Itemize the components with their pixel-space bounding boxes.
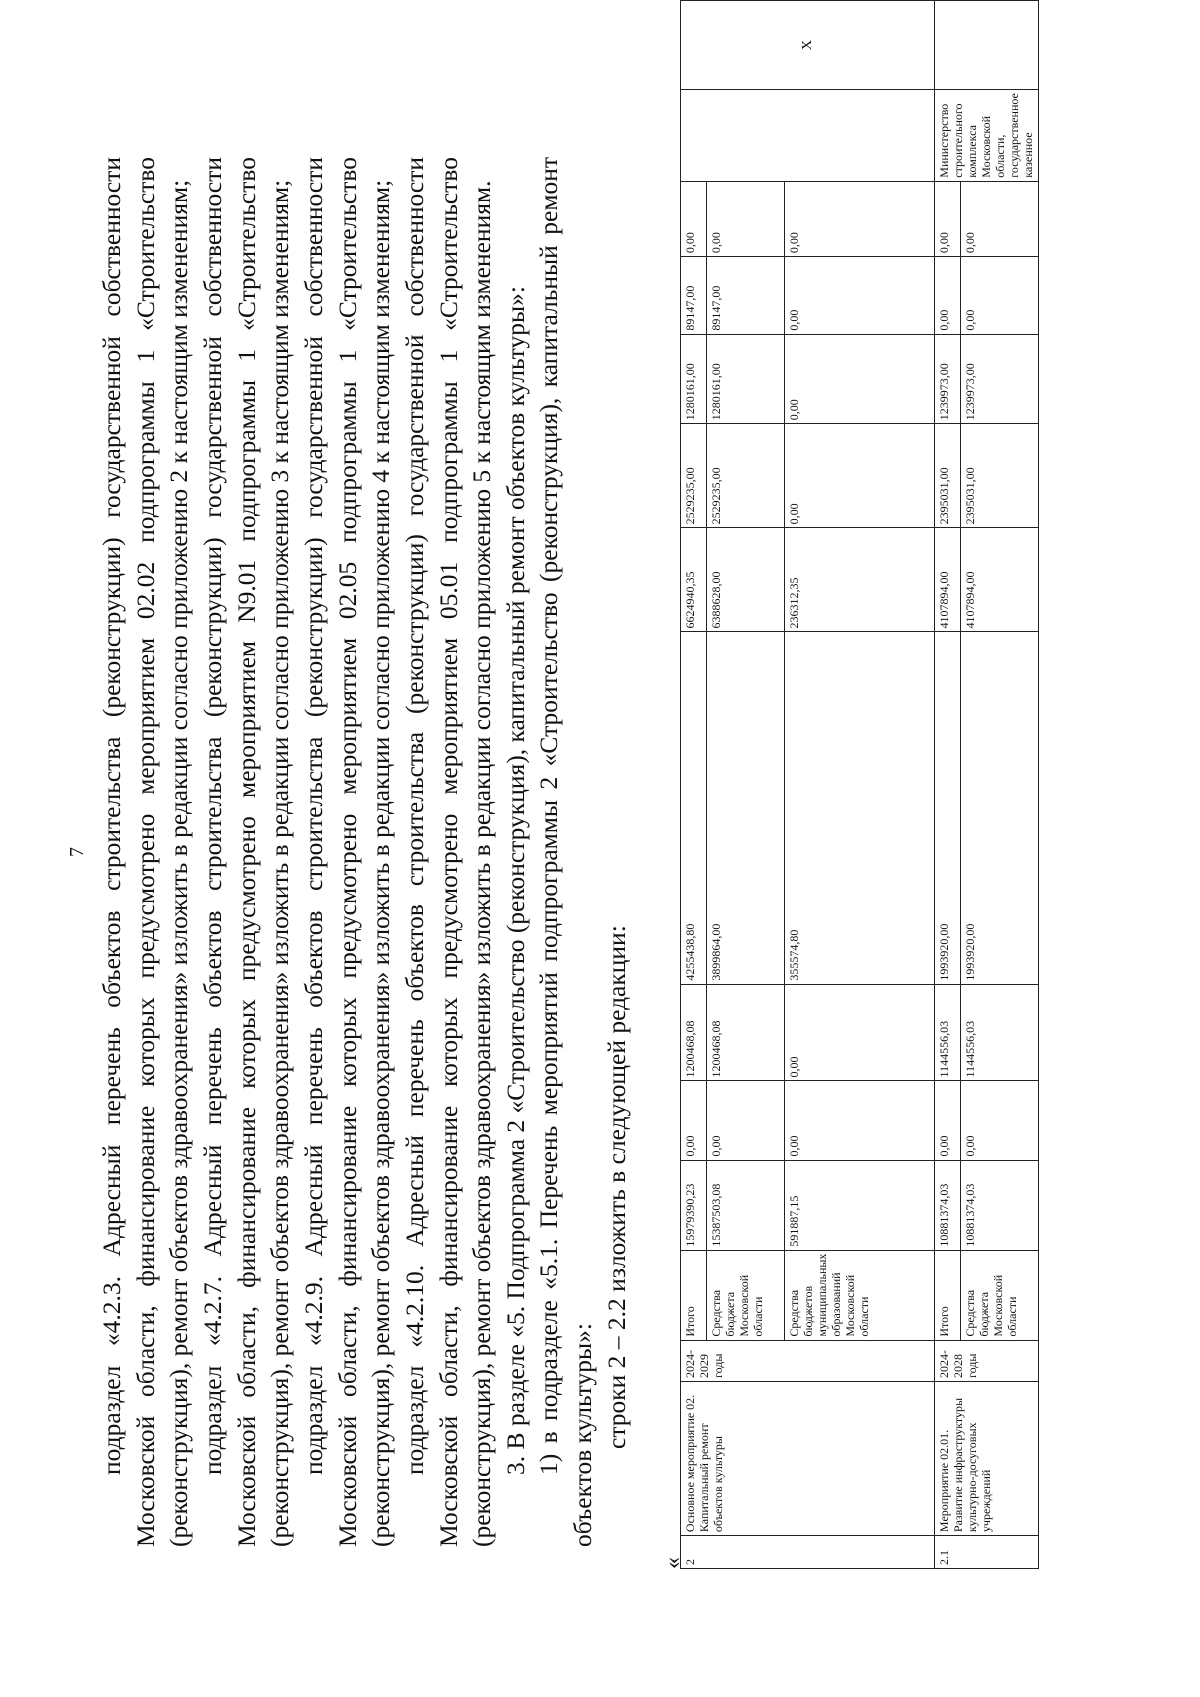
amount-cell: 0,00 — [681, 181, 707, 256]
table-row — [785, 1, 935, 1569]
amount-cell: 0,00 — [785, 984, 935, 1081]
measures-table — [680, 0, 1039, 1569]
amount-cell: 10881374,03 — [961, 1160, 1039, 1250]
amount-cell: 0,00 — [707, 181, 785, 256]
text-line: (реконструкция), ремонт объектов здравоохранения» изложить в редакции согласно приложению 4 к настоящим изменениям; — [366, 179, 395, 1547]
amount-cell: 355574,80 — [785, 632, 935, 984]
text-line: объектов культуры»: — [567, 1323, 597, 1547]
amount-cell: 89147,00 — [707, 257, 785, 335]
amount-cell: 1993920,00 — [961, 632, 1039, 984]
text-line: подраздел «4.2.3. Адресный перечень объектов строительства (реконструкции) государственной собственности — [97, 157, 126, 1475]
amount-cell: 1280161,00 — [681, 334, 707, 424]
table-row — [935, 1, 961, 1569]
funding-source: Итого — [935, 1250, 961, 1340]
text-line: строки 2 – 2.2 изложить в следующей редакции: — [602, 925, 631, 1449]
text-line: 3. В разделе «5. Подпрограмма 2 «Строительство (реконструкция), капитальный ремонт объектов культуры»: — [501, 286, 530, 1475]
responsible: Министерство строительного комплекса Московской области, государственное казенное — [935, 90, 1039, 182]
funding-source: Средства бюджетов муниципальных образований Московской области — [785, 1250, 935, 1340]
amount-cell: 0,00 — [785, 257, 935, 335]
amount-cell: 4107894,00 — [961, 528, 1039, 632]
text-line: (реконструкция), ремонт объектов здравоохранения» изложить в редакции согласно приложению 3 к настоящим изменениям; — [265, 179, 294, 1547]
amount-cell: 1239973,00 — [935, 334, 961, 424]
measure-name: Мероприятие 02.01. Развитие инфраструктуры культурно-досуговых учреждений — [935, 1382, 1039, 1536]
amount-cell: 0,00 — [707, 1081, 785, 1160]
amount-cell: 15979390,23 — [681, 1160, 707, 1250]
amount-cell: 1144556,03 — [935, 984, 961, 1081]
period: 2024-2028 годы — [935, 1340, 1039, 1381]
amount-cell: 3899864,00 — [707, 632, 785, 984]
table-row — [707, 1, 785, 1569]
amount-cell: 591887,15 — [785, 1160, 935, 1250]
amount-cell: 0,00 — [785, 1081, 935, 1160]
paragraph — [600, 157, 634, 1547]
amount-cell: 1280161,00 — [707, 334, 785, 424]
text-line: Московской области, финансирование которых предусмотрено мероприятием N9.01 подпрограммы 1 «Строительство — [231, 157, 261, 1547]
amount-cell: 2395031,00 — [961, 424, 1039, 528]
paragraph — [297, 157, 398, 1547]
quote-mark: « — [660, 1557, 686, 1569]
row-number: 2 — [681, 1536, 935, 1569]
amount-cell: 6388628,00 — [707, 528, 785, 632]
text-line: 1) в подразделе «5.1. Перечень мероприятий подпрограммы 2 «Строительство (реконструкция), капитальный ремонт — [534, 157, 563, 1475]
text-line: (реконструкция), ремонт объектов здравоохранения» изложить в редакции согласно приложению 2 к настоящим изменениям; — [164, 179, 193, 1547]
amount-cell: 0,00 — [935, 181, 961, 256]
funding-source: Средства бюджета Московской области — [961, 1250, 1039, 1340]
text-line: Московской области, финансирование которых предусмотрено мероприятием 02.05 подпрограммы 1 «Строительство — [332, 157, 362, 1547]
paragraph — [499, 157, 533, 1547]
amount-cell: 1144556,03 — [961, 984, 1039, 1081]
amount-cell: 2529235,00 — [707, 424, 785, 528]
amount-cell: 0,00 — [785, 334, 935, 424]
amount-cell: 1200468,08 — [707, 984, 785, 1081]
amount-cell: 1239973,00 — [961, 334, 1039, 424]
amount-cell: 0,00 — [785, 424, 935, 528]
paragraph — [532, 157, 599, 1547]
row-number: 2.1 — [935, 1536, 1039, 1569]
paragraph — [398, 157, 499, 1547]
amount-cell: 0,00 — [935, 1081, 961, 1160]
funding-source: Итого — [681, 1250, 707, 1340]
table-row — [681, 1, 707, 1569]
result: Х — [681, 1, 935, 90]
result — [935, 1, 1039, 90]
amount-cell: 0,00 — [961, 181, 1039, 256]
responsible — [681, 90, 935, 182]
amount-cell: 0,00 — [681, 1081, 707, 1160]
amount-cell: 2395031,00 — [935, 424, 961, 528]
paragraph — [95, 157, 196, 1547]
amount-cell: 10881374,03 — [935, 1160, 961, 1250]
amount-cell: 1200468,08 — [681, 984, 707, 1081]
text-line: Московской области, финансирование которых предусмотрено мероприятием 05.01 подпрограммы 1 «Строительство — [433, 157, 463, 1547]
paragraph — [196, 157, 297, 1547]
page-number: 7 — [66, 847, 88, 857]
text-line: подраздел «4.2.9. Адресный перечень объектов строительства (реконструкции) государственной собственности — [299, 157, 328, 1475]
amount-cell: 0,00 — [961, 257, 1039, 335]
amount-cell: 89147,00 — [681, 257, 707, 335]
measure-name: Основное мероприятие 02. Капитальный ремонт объектов культуры — [681, 1382, 935, 1536]
text-line: (реконструкция), ремонт объектов здравоохранения» изложить в редакции согласно приложению 5 к настоящим изменениям. — [467, 180, 496, 1547]
period: 2024-2029 годы — [681, 1340, 935, 1381]
text-line: подраздел «4.2.10. Адресный перечень объектов строительства (реконструкции) государственной собственности — [400, 157, 429, 1475]
table-row — [961, 1, 1039, 1569]
amount-cell: 2529235,00 — [681, 424, 707, 528]
text-line: подраздел «4.2.7. Адресный перечень объектов строительства (реконструкции) государственной собственности — [198, 157, 227, 1475]
amount-cell: 6624940,35 — [681, 528, 707, 632]
amount-cell: 0,00 — [961, 1081, 1039, 1160]
text-line: Московской области, финансирование которых предусмотрено мероприятием 02.02 подпрограммы 1 «Строительство — [130, 157, 160, 1547]
amount-cell: 0,00 — [935, 257, 961, 335]
amount-cell: 15387503,08 — [707, 1160, 785, 1250]
funding-source: Средства бюджета Московской области — [707, 1250, 785, 1340]
amount-cell: 236312,35 — [785, 528, 935, 632]
amount-cell: 4107894,00 — [935, 528, 961, 632]
amount-cell: 4255438,80 — [681, 632, 707, 984]
amount-cell: 1993920,00 — [935, 632, 961, 984]
amount-cell: 0,00 — [785, 181, 935, 256]
